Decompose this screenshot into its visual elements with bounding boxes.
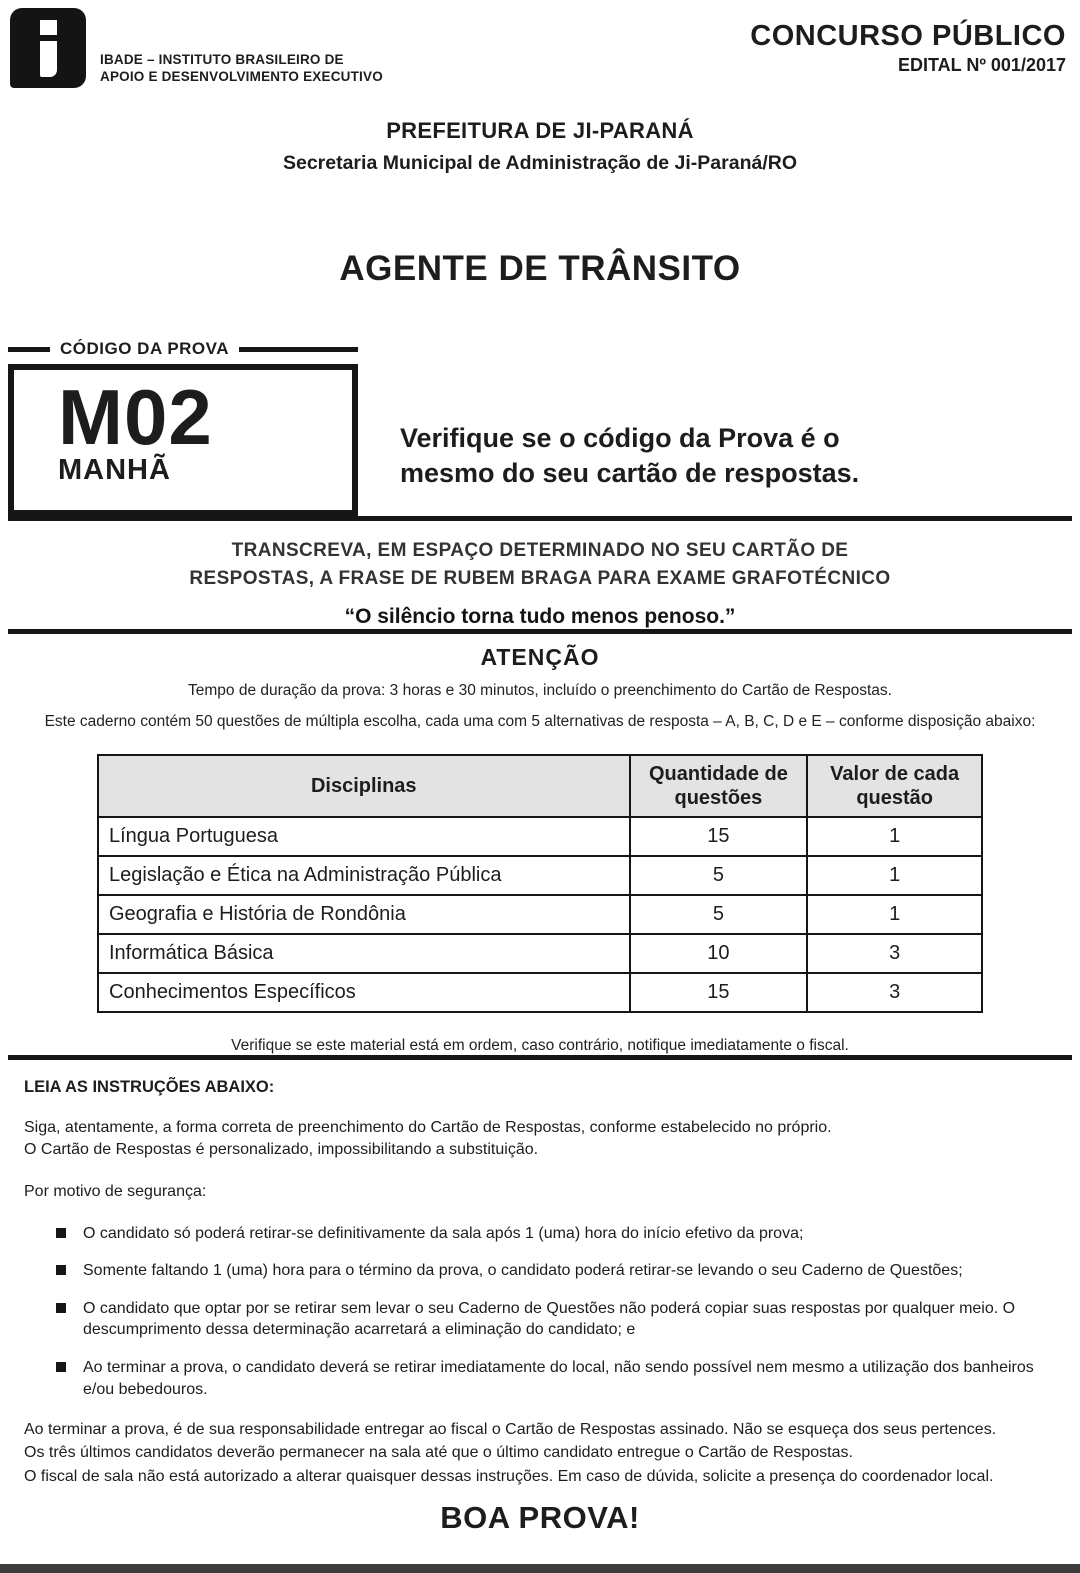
discipline-cell: Informática Básica <box>98 934 630 973</box>
table-row <box>98 934 982 973</box>
bottom-bar <box>0 1564 1080 1573</box>
table-row <box>98 817 982 856</box>
divider <box>8 347 50 352</box>
instructions-intro <box>24 1117 1056 1160</box>
value-cell: 1 <box>807 817 982 856</box>
table-header-row <box>98 755 982 817</box>
instructions-intro-line2: O Cartão de Respostas é personalizado, impossibilitando a substituição. <box>24 1141 539 1159</box>
exam-code-section <box>8 339 1072 516</box>
edital-number: EDITAL Nº 001/2017 <box>898 55 1066 75</box>
discipline-cell: Língua Portuguesa <box>98 817 630 856</box>
bullet-item <box>24 1298 1056 1341</box>
bullet-text: Somente faltando 1 (uma) hora para o término da prova, o candidato poderá retirar-se levando o seu Caderno de Questões; <box>83 1262 963 1280</box>
org-name-line2: APOIO E DESENVOLVIMENTO EXECUTIVO <box>100 69 383 85</box>
secretariat-name: Secretaria Municipal de Administração de Ji-Paraná/RO <box>282 152 798 174</box>
quantity-cell: 15 <box>630 817 808 856</box>
value-cell: 3 <box>807 934 982 973</box>
divider <box>8 1055 1072 1060</box>
attention-duration: Tempo de duração da prova: 3 horas e 30 minutos, incluído o preenchimento do Cartão de Respostas. <box>188 682 892 700</box>
org-name <box>100 52 383 88</box>
column-header-quantity: Quantidade de questões <box>630 755 808 817</box>
bullet-square-icon <box>56 1303 66 1313</box>
ibade-logo <box>10 8 86 88</box>
transcription-section <box>8 537 1072 629</box>
table-row <box>98 856 982 895</box>
bullet-text: O candidato que optar por se retirar sem levar o seu Caderno de Questões não poderá copiar suas respostas por qualquer meio. O descumprimento dessa determinação acarretará a eliminação do candidato; e <box>83 1299 1016 1339</box>
exam-code-label: CÓDIGO DA PROVA <box>60 339 230 358</box>
contest-title: CONCURSO PÚBLICO <box>750 20 1066 52</box>
prefecture-name: PREFEITURA DE JI-PARANÁ <box>386 118 694 143</box>
bullet-item <box>24 1223 1056 1245</box>
exam-code-left <box>8 339 358 516</box>
ibade-i-icon <box>40 20 57 77</box>
attention-contents: Este caderno contém 50 questões de múltipla escolha, cada uma com 5 alternativas de resposta – A, B, C, D e E – conforme disposição abaixo: <box>44 712 1036 730</box>
org-name-line1: IBADE – INSTITUTO BRASILEIRO DE <box>100 52 344 68</box>
security-bullet-list <box>24 1223 1056 1401</box>
divider <box>8 629 1072 634</box>
discipline-cell: Legislação e Ética na Administração Pública <box>98 856 630 895</box>
closing-line2: Os três últimos candidatos deverão permanecer na sala até que o último candidato entregue o Cartão de Respostas. <box>24 1444 853 1462</box>
job-title: AGENTE DE TRÂNSITO <box>339 249 741 288</box>
bullet-item <box>24 1260 1056 1282</box>
exam-code-label-row <box>8 339 358 359</box>
transcription-instruction-line1: TRANSCREVA, EM ESPAÇO DETERMINADO NO SEU CARTÃO DE <box>231 540 849 561</box>
institution-block <box>8 118 1072 175</box>
security-notice-label: Por motivo de segurança: <box>24 1182 207 1200</box>
code-verify-note-line1: Verifique se o código da Prova é o <box>400 423 840 453</box>
quantity-cell: 10 <box>630 934 808 973</box>
bullet-text: O candidato só poderá retirar-se definitivamente da sala após 1 (uma) hora do início efetivo da prova; <box>83 1224 804 1242</box>
graphotechnic-phrase: “O silêncio torna tudo menos penoso.” <box>344 605 736 629</box>
quantity-cell: 5 <box>630 895 808 934</box>
divider <box>8 516 1072 521</box>
bullet-item <box>24 1357 1056 1400</box>
attention-section <box>8 644 1072 1055</box>
value-cell: 3 <box>807 973 982 1012</box>
good-luck-message: BOA PROVA! <box>440 1499 640 1535</box>
divider <box>239 347 358 352</box>
closing-line1: Ao terminar a prova, é de sua responsabilidade entregar ao fiscal o Cartão de Respostas assinado. Não se esqueça dos seus pertences. <box>24 1421 997 1439</box>
bullet-square-icon <box>56 1362 66 1372</box>
value-cell: 1 <box>807 856 982 895</box>
transcription-instruction-line2: RESPOSTAS, A FRASE DE RUBEM BRAGA PARA EXAME GRAFOTÉCNICO <box>189 567 891 589</box>
bullet-text: Ao terminar a prova, o candidato deverá se retirar imediatamente do local, não sendo possível nem mesmo a utilização dos banheiros e/ou bebedouros. <box>83 1359 1034 1398</box>
code-verify-note-line2: mesmo do seu cartão de respostas. <box>400 458 860 489</box>
closing-instructions <box>24 1418 1056 1488</box>
material-check-note: Verifique se este material está em ordem, caso contrário, notifique imediatamente o fiscal. <box>231 1037 849 1055</box>
ibade-logo-block <box>10 8 383 88</box>
column-header-value: Valor de cada questão <box>807 755 982 817</box>
exam-code-value: M02 <box>58 373 213 461</box>
table-row <box>98 895 982 934</box>
quantity-cell: 5 <box>630 856 808 895</box>
instructions-section <box>8 1078 1072 1487</box>
disciplines-table <box>97 754 983 1013</box>
bullet-square-icon <box>56 1265 66 1275</box>
value-cell: 1 <box>807 895 982 934</box>
table-row <box>98 973 982 1012</box>
exam-code-box <box>8 364 358 516</box>
instructions-intro-line1: Siga, atentamente, a forma correta de preenchimento do Cartão de Respostas, conforme estabelecido no próprio. <box>24 1119 832 1137</box>
bullet-square-icon <box>56 1228 66 1238</box>
exam-shift: MANHÃ <box>58 454 171 487</box>
discipline-cell: Geografia e História de Rondônia <box>98 895 630 934</box>
column-header-disciplines: Disciplinas <box>98 755 630 817</box>
quantity-cell: 15 <box>630 973 808 1012</box>
code-verify-note <box>400 421 859 491</box>
discipline-cell: Conhecimentos Específicos <box>98 973 630 1012</box>
attention-title: ATENÇÃO <box>480 644 600 671</box>
instructions-title: LEIA AS INSTRUÇÕES ABAIXO: <box>24 1078 275 1097</box>
top-header <box>8 0 1072 88</box>
closing-line3: O fiscal de sala não está autorizado a alterar quaisquer dessas instruções. Em caso de dúvida, solicite a presença do coordenador local. <box>24 1467 994 1485</box>
contest-block <box>750 8 1066 76</box>
